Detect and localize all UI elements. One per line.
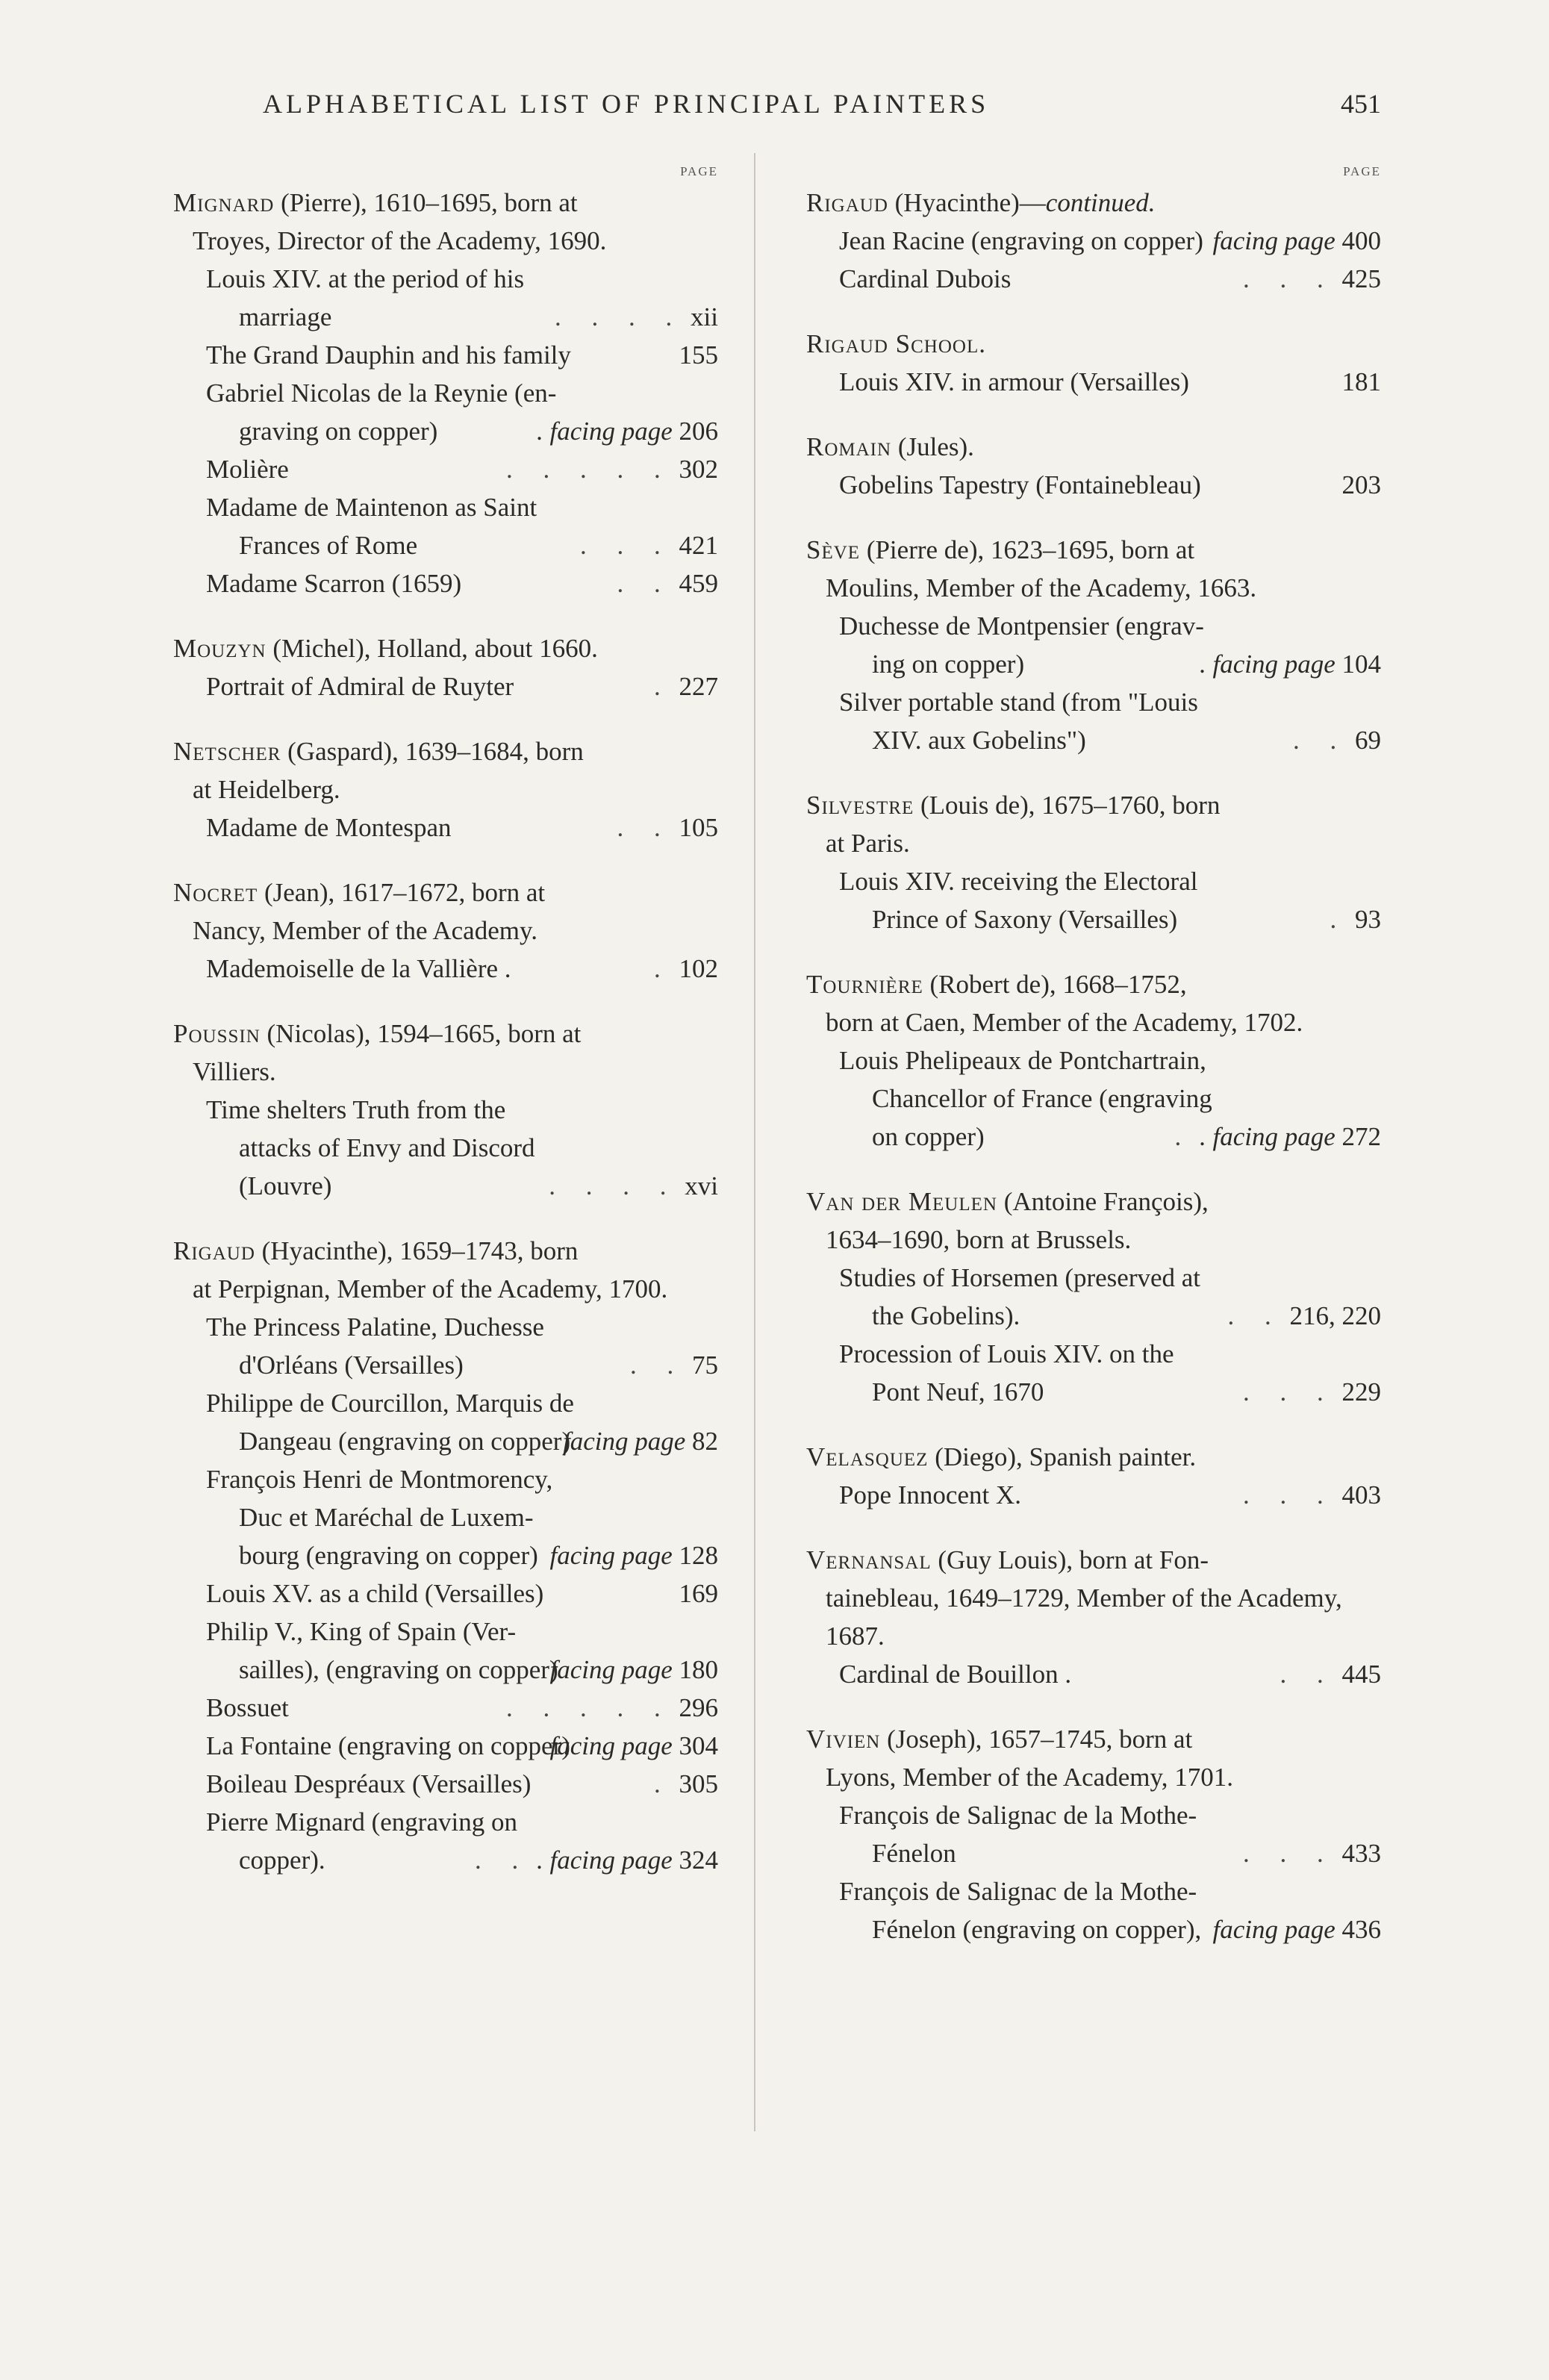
work-title: Procession of Louis XIV. on the xyxy=(839,1339,1174,1368)
continued-label: continued. xyxy=(1045,188,1156,217)
page-ref xyxy=(506,450,718,488)
page-ref xyxy=(1243,1834,1381,1872)
leader-dots: . xyxy=(654,954,673,983)
painter-name: Van der Meulen xyxy=(806,1187,997,1216)
leader-dots: . . xyxy=(617,813,673,842)
page-number-ref: 155 xyxy=(679,340,718,370)
leader-dots: . . . xyxy=(1243,1839,1335,1868)
painter-details-cont: Troyes, Director of the Academy, 1690. xyxy=(193,226,607,255)
leader-dots: . . . . xyxy=(549,1171,679,1200)
painter-details: (Louis de), 1675–1760, born xyxy=(914,791,1221,820)
leader-dots: . . xyxy=(1280,1660,1335,1689)
work-title: Portrait of Admiral de Ruyter xyxy=(206,672,514,701)
facing-page-label: . facing page xyxy=(1199,1122,1335,1151)
page-number-ref: 227 xyxy=(679,672,718,701)
work-title-cont: Prince of Saxony (Versailles) xyxy=(872,905,1178,934)
work-item xyxy=(173,1803,718,1879)
painter-name: Vernansal xyxy=(806,1545,932,1574)
painter-details: (Jean), 1617–1672, born at xyxy=(258,878,546,907)
leader-dots: . . xyxy=(617,569,673,598)
painter-heading xyxy=(806,1438,1381,1476)
leader-dots: . . xyxy=(1227,1301,1283,1330)
leader-dots: . xyxy=(1330,905,1349,934)
leader-dots: . . . xyxy=(580,531,673,560)
work-title-cont: ing on copper) xyxy=(872,649,1025,679)
work-title: François de Salignac de la Mothe- xyxy=(839,1801,1197,1830)
painter-heading xyxy=(173,1232,718,1270)
page-number-ref: xii xyxy=(691,302,718,331)
page-number-ref: 69 xyxy=(1355,726,1381,755)
work-title: Madame de Montespan xyxy=(206,813,452,842)
work-title-cont: (Louvre) xyxy=(239,1171,332,1200)
page-number-ref: 128 xyxy=(679,1541,718,1570)
painter-name: Vivien xyxy=(806,1725,881,1754)
work-title-cont: Dangeau (engraving on copper) xyxy=(239,1427,571,1456)
painter-details: (Guy Louis), born at Fon- xyxy=(931,1545,1209,1574)
work-title-cont: copper). xyxy=(239,1845,325,1875)
work-item xyxy=(173,450,718,488)
page-number-ref: 304 xyxy=(679,1731,718,1760)
work-title-cont: bourg (engraving on copper) xyxy=(239,1541,538,1570)
work-item xyxy=(806,466,1381,504)
painter-name: Silvestre xyxy=(806,791,914,820)
work-title: Time shelters Truth from the xyxy=(206,1095,506,1124)
page-number-ref: 436 xyxy=(1341,1915,1381,1944)
page-ref xyxy=(549,1536,718,1574)
leader-dots: . . xyxy=(474,1845,531,1875)
page-number-ref: 421 xyxy=(679,531,718,560)
work-item xyxy=(173,950,718,988)
page-number-ref: 180 xyxy=(679,1655,718,1684)
page-number-ref: 459 xyxy=(679,569,718,598)
painter-name: Mouzyn xyxy=(173,634,267,663)
leader-dots: . xyxy=(654,1769,673,1798)
painter-name: Sève xyxy=(806,535,861,564)
painter-heading xyxy=(806,1541,1381,1579)
painter-heading xyxy=(806,531,1381,569)
work-item xyxy=(806,1476,1381,1514)
facing-page-label: . facing page xyxy=(536,1845,673,1875)
page-ref xyxy=(1293,721,1381,759)
painter-details: (Joseph), 1657–1745, born at xyxy=(880,1725,1193,1754)
painter-details: (Hyacinthe), 1659–1743, born xyxy=(255,1236,579,1265)
page-ref xyxy=(1212,222,1381,260)
facing-page-label: facing page xyxy=(1212,1915,1335,1944)
work-item xyxy=(806,607,1381,683)
painter-heading xyxy=(806,184,1381,222)
right-column xyxy=(806,164,1381,1975)
page-number-ref: 305 xyxy=(679,1769,718,1798)
page-ref xyxy=(506,1689,718,1727)
painter-heading xyxy=(806,786,1381,824)
page-number-ref: 229 xyxy=(1341,1377,1381,1406)
work-item xyxy=(806,683,1381,759)
work-item xyxy=(173,1091,718,1205)
work-title-cont: Fénelon (engraving on copper), xyxy=(872,1915,1202,1944)
painter-entry xyxy=(173,629,718,705)
work-item xyxy=(173,667,718,705)
painter-heading xyxy=(173,184,718,222)
work-item xyxy=(806,363,1381,401)
work-item xyxy=(173,564,718,602)
page-number-ref: 272 xyxy=(1341,1122,1381,1151)
work-title: Silver portable stand (from "Louis xyxy=(839,688,1198,717)
page-ref xyxy=(475,1841,718,1879)
painter-details: (Nicolas), 1594–1665, born at xyxy=(260,1019,582,1048)
painter-details: (Pierre de), 1623–1695, born at xyxy=(860,535,1195,564)
leader-dots: . . xyxy=(630,1351,686,1380)
painter-details: (Antoine François), xyxy=(997,1187,1209,1216)
page-ref xyxy=(580,526,718,564)
work-title: Cardinal Dubois xyxy=(839,264,1012,293)
work-title: Boileau Despréaux (Versailles) xyxy=(206,1769,532,1798)
facing-page-label: facing page xyxy=(1212,226,1335,255)
painter-entry xyxy=(806,965,1381,1156)
running-title: ALPHABETICAL LIST OF PRINCIPAL PAINTERS xyxy=(263,89,990,119)
page-number: 451 xyxy=(1341,89,1381,119)
page-ref xyxy=(1228,1297,1382,1335)
page-number-ref: 324 xyxy=(679,1845,718,1875)
page-number-ref: 206 xyxy=(679,417,718,446)
painter-name: Rigaud School. xyxy=(806,329,986,358)
facing-page-label: . facing page xyxy=(1199,649,1335,679)
painter-entry xyxy=(806,786,1381,938)
painter-details: (Diego), Spanish painter. xyxy=(928,1442,1197,1471)
work-item xyxy=(806,1655,1381,1693)
painter-name: Nocret xyxy=(173,878,258,907)
painter-entry xyxy=(806,1720,1381,1948)
painter-heading xyxy=(806,965,1381,1003)
work-title: Louis Phelipeaux de Pontchartrain, xyxy=(839,1046,1206,1075)
work-title: Gobelins Tapestry (Fontainebleau) xyxy=(839,470,1201,499)
painter-heading xyxy=(173,873,718,912)
page-ref xyxy=(654,1765,718,1803)
painter-details-cont: tainebleau, 1649–1729, Member of the Academy, 1687. xyxy=(826,1583,1342,1651)
work-title: Pope Innocent X. xyxy=(839,1480,1021,1510)
work-item xyxy=(806,1872,1381,1948)
work-title: Madame Scarron (1659) xyxy=(206,569,462,598)
work-title: Bossuet xyxy=(206,1693,289,1722)
page-ref xyxy=(654,950,718,988)
page-number-ref: 216, 220 xyxy=(1289,1301,1381,1330)
work-title: La Fontaine (engraving on copper) xyxy=(206,1731,570,1760)
page-ref xyxy=(1280,1655,1382,1693)
painter-details-cont: Moulins, Member of the Academy, 1663. xyxy=(826,573,1257,602)
work-title: Madame de Maintenon as Saint xyxy=(206,493,537,522)
painter-heading xyxy=(806,428,1381,466)
page-ref xyxy=(617,809,719,847)
page-number-ref: 75 xyxy=(692,1351,718,1380)
painter-heading xyxy=(173,629,718,667)
work-item xyxy=(173,809,718,847)
painter-name: Poussin xyxy=(173,1019,261,1048)
painter-entry xyxy=(173,873,718,988)
page-number-ref: 181 xyxy=(1341,367,1381,396)
work-title-cont: d'Orléans (Versailles) xyxy=(239,1351,464,1380)
work-title: Studies of Horsemen (preserved at xyxy=(839,1263,1201,1292)
painter-name: Romain xyxy=(806,432,892,461)
leader-dots: . . . . xyxy=(555,302,685,331)
painter-details-cont: at Heidelberg. xyxy=(193,775,340,804)
page-number-ref: 102 xyxy=(679,954,718,983)
work-title: François de Salignac de la Mothe- xyxy=(839,1877,1197,1906)
work-item xyxy=(173,1689,718,1727)
work-title-cont: Pont Neuf, 1670 xyxy=(872,1377,1044,1406)
work-item xyxy=(806,1796,1381,1872)
work-item xyxy=(173,374,718,450)
page-ref xyxy=(1243,1373,1381,1411)
work-title: Louis XIV. in armour (Versailles) xyxy=(839,367,1189,396)
page-ref xyxy=(555,298,718,336)
page-ref xyxy=(679,336,719,374)
page-column-label: PAGE xyxy=(680,164,718,178)
work-title: Molière xyxy=(206,455,289,484)
work-item xyxy=(806,862,1381,938)
painter-details: (Hyacinthe)— xyxy=(888,188,1046,217)
work-title: Pierre Mignard (engraving on xyxy=(206,1807,517,1837)
page-ref xyxy=(537,412,718,450)
work-item xyxy=(806,260,1381,298)
painter-heading xyxy=(173,1015,718,1053)
page-number-ref: 433 xyxy=(1341,1839,1381,1868)
left-column xyxy=(173,164,718,1906)
work-title-cont: sailles), (engraving on copper) xyxy=(239,1655,558,1684)
work-title: Cardinal de Bouillon . xyxy=(839,1660,1072,1689)
painter-entry xyxy=(173,732,718,847)
page-number-ref: 296 xyxy=(679,1693,718,1722)
painter-details-cont: Nancy, Member of the Academy. xyxy=(193,916,537,945)
painter-name: Velasquez xyxy=(806,1442,929,1471)
work-item xyxy=(173,1384,718,1460)
page-number-ref: 425 xyxy=(1341,264,1381,293)
leader-dots: . . . . . xyxy=(506,455,673,484)
leader-dots: . xyxy=(1174,1122,1194,1151)
page-number-ref: 104 xyxy=(1341,649,1381,679)
work-item xyxy=(806,1041,1381,1156)
page-number-ref: 82 xyxy=(692,1427,718,1456)
painter-details-cont: Lyons, Member of the Academy, 1701. xyxy=(826,1763,1233,1792)
painter-heading xyxy=(173,732,718,770)
page-ref xyxy=(1174,1118,1381,1156)
painter-entry xyxy=(806,531,1381,759)
work-title-cont: on copper) xyxy=(872,1122,985,1151)
work-title: Mademoiselle de la Vallière . xyxy=(206,954,511,983)
painter-details-cont: born at Caen, Member of the Academy, 1702. xyxy=(826,1008,1303,1037)
work-title: Philippe de Courcillon, Marquis de xyxy=(206,1389,574,1418)
leader-dots: . . xyxy=(1293,726,1349,755)
work-item xyxy=(173,1727,718,1765)
page-ref xyxy=(679,1574,719,1613)
page-number-ref: 203 xyxy=(1341,470,1381,499)
work-item xyxy=(173,336,718,374)
column-divider xyxy=(754,153,755,2131)
page-ref xyxy=(1243,1476,1381,1514)
page-ref xyxy=(1200,645,1381,683)
painter-details: (Gaspard), 1639–1684, born xyxy=(281,737,584,766)
work-title-cont: Frances of Rome xyxy=(239,531,418,560)
page-number-ref: 400 xyxy=(1341,226,1381,255)
work-title-cont: the Gobelins). xyxy=(872,1301,1020,1330)
work-title: Gabriel Nicolas de la Reynie (en- xyxy=(206,379,557,408)
painter-details: (Jules). xyxy=(891,432,974,461)
work-title: Philip V., King of Spain (Ver- xyxy=(206,1617,517,1646)
leader-dots: . . . xyxy=(1243,1480,1335,1510)
work-item xyxy=(173,260,718,336)
page-column-label: PAGE xyxy=(1343,164,1381,178)
work-title: Louis XIV. receiving the Electoral xyxy=(839,867,1198,896)
painter-heading xyxy=(806,1720,1381,1758)
painter-name: Netscher xyxy=(173,737,281,766)
painter-name: Rigaud xyxy=(806,188,888,217)
work-item xyxy=(173,1613,718,1689)
painter-heading xyxy=(806,1183,1381,1221)
page-number-ref: 93 xyxy=(1355,905,1381,934)
facing-page-label: facing page xyxy=(549,1731,673,1760)
work-title: Duchesse de Montpensier (engrav- xyxy=(839,611,1204,641)
work-title: Louis XIV. at the period of his xyxy=(206,264,525,293)
painter-entry xyxy=(806,1438,1381,1514)
page-ref xyxy=(654,667,718,705)
painter-details: (Pierre), 1610–1695, born at xyxy=(274,188,578,217)
work-item xyxy=(173,1460,718,1574)
page-number-ref: 403 xyxy=(1341,1480,1381,1510)
page-ref xyxy=(1330,900,1382,938)
painter-details: (Michel), Holland, about 1660. xyxy=(266,634,598,663)
work-title-cont: Chancellor of France (engraving xyxy=(872,1084,1212,1113)
painter-details-cont: at Paris. xyxy=(826,829,910,858)
work-title: François Henri de Montmorency, xyxy=(206,1465,553,1494)
leader-dots: . . . xyxy=(1243,264,1335,293)
painter-entry xyxy=(806,184,1381,298)
page-ref xyxy=(563,1422,718,1460)
work-item xyxy=(806,1259,1381,1335)
page-number-ref: 302 xyxy=(679,455,718,484)
leader-dots: . . . . . xyxy=(506,1693,673,1722)
work-item xyxy=(173,1765,718,1803)
painter-heading xyxy=(806,325,1381,363)
facing-page-label: facing page xyxy=(562,1427,686,1456)
painter-name: Rigaud xyxy=(173,1236,255,1265)
work-title-cont: Fénelon xyxy=(872,1839,956,1868)
work-item xyxy=(173,1308,718,1384)
painter-entry xyxy=(806,1183,1381,1411)
painter-name: Tournière xyxy=(806,970,923,999)
painter-details-cont: Villiers. xyxy=(193,1057,276,1086)
painter-details-cont: at Perpignan, Member of the Academy, 1700. xyxy=(193,1274,668,1303)
page-number-ref: xvi xyxy=(685,1171,718,1200)
page-ref xyxy=(549,1167,718,1205)
work-item xyxy=(173,488,718,564)
facing-page-label: facing page xyxy=(549,1541,673,1570)
painter-entry xyxy=(806,428,1381,504)
page-ref xyxy=(549,1727,718,1765)
page-number-ref: 445 xyxy=(1341,1660,1381,1689)
page-ref xyxy=(617,564,719,602)
page-ref xyxy=(1212,1910,1381,1948)
work-title-cont: attacks of Envy and Discord xyxy=(239,1133,535,1162)
leader-dots: . xyxy=(654,672,673,701)
work-title-cont: XIV. aux Gobelins") xyxy=(872,726,1086,755)
page-number-ref: 105 xyxy=(679,813,718,842)
painter-entry xyxy=(806,1541,1381,1693)
work-title: The Princess Palatine, Duchesse xyxy=(206,1312,544,1342)
work-title: The Grand Dauphin and his family xyxy=(206,340,571,370)
page-number-ref: 169 xyxy=(679,1579,718,1608)
facing-page-label: . facing page xyxy=(536,417,673,446)
painter-entry xyxy=(173,1232,718,1879)
work-title-cont: marriage xyxy=(239,302,332,331)
painter-details-cont: 1634–1690, born at Brussels. xyxy=(826,1225,1132,1254)
painter-details: (Robert de), 1668–1752, xyxy=(923,970,1187,999)
work-title: Louis XV. as a child (Versailles) xyxy=(206,1579,544,1608)
page-header xyxy=(254,88,1381,133)
page-ref xyxy=(1243,260,1381,298)
work-title: Jean Racine (engraving on copper) xyxy=(839,226,1203,255)
page-ref xyxy=(1342,466,1382,504)
facing-page-label: facing page xyxy=(549,1655,673,1684)
work-item xyxy=(173,1574,718,1613)
painter-entry xyxy=(173,1015,718,1205)
painter-entry xyxy=(173,184,718,602)
painter-name: Mignard xyxy=(173,188,275,217)
page-ref xyxy=(549,1651,718,1689)
work-item xyxy=(806,222,1381,260)
page-ref xyxy=(1342,363,1382,401)
painter-entry xyxy=(806,325,1381,401)
work-title-cont: graving on copper) xyxy=(239,417,438,446)
work-title-cont: Duc et Maréchal de Luxem- xyxy=(239,1503,534,1532)
page-ref xyxy=(630,1346,718,1384)
work-item xyxy=(806,1335,1381,1411)
leader-dots: . . . xyxy=(1243,1377,1335,1406)
